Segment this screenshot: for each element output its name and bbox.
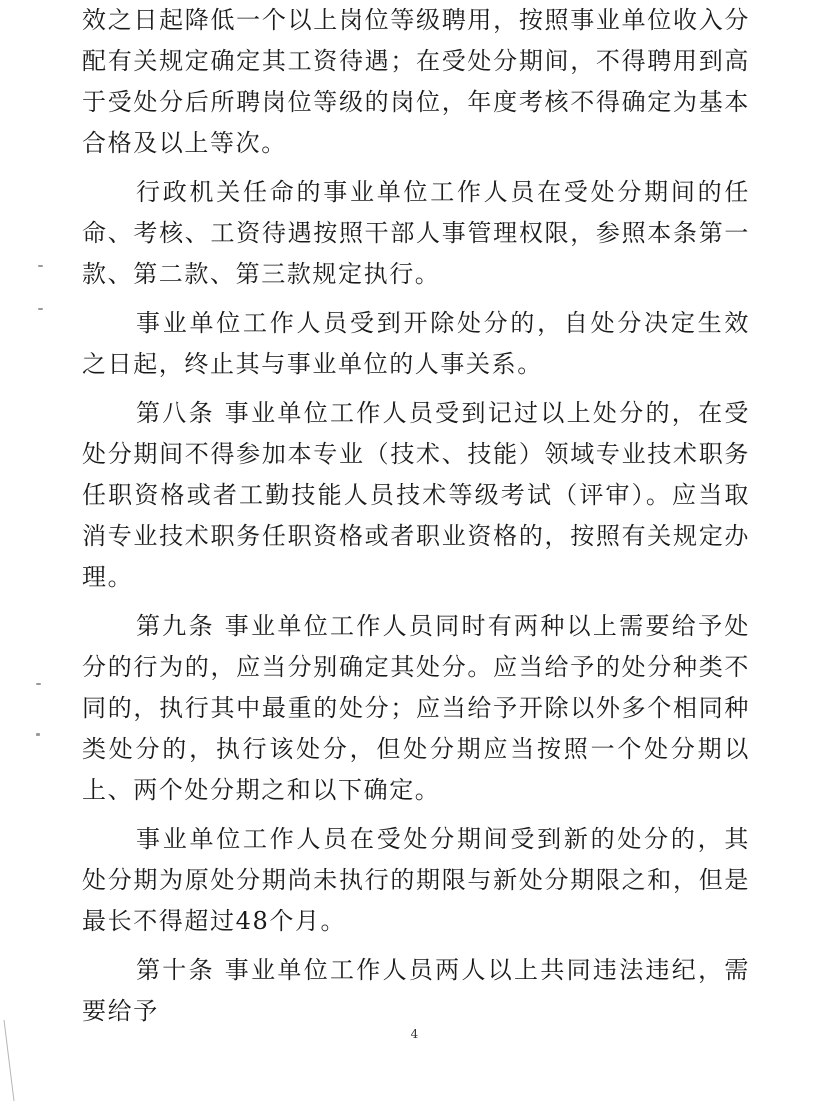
scan-speck [38, 308, 43, 310]
scan-edge-line [0, 1020, 40, 1101]
paragraph-2: 行政机关任命的事业单位工作人员在受处分期间的任命、考核、工资待遇按照干部人事管理权限，参照本条第一款、第二款、第三款规定执行。 [82, 178, 750, 288]
page-number: 4 [410, 1027, 419, 1041]
paragraph-article-9: 第九条 事业单位工作人员同时有两种以上需要给予处分的行为的，应当分别确定其处分。应当给予的处分种类不同的，执行其中最重的处分；应当给予开除以外多个相同种类处分的，执行该处分，但处分期应当按照一个处分期以上、两个处分期之和以下确定。 [82, 612, 750, 804]
scan-speck [38, 265, 43, 267]
scan-speck [36, 683, 41, 685]
scan-speck [36, 733, 40, 736]
paragraph-1: 效之日起降低一个以上岗位等级聘用，按照事业单位收入分配有关规定确定其工资待遇；在受处分期间，不得聘用到高于受处分后所聘岗位等级的岗位，年度考核不得确定为基本合格及以上等次。 [82, 6, 750, 157]
paragraph-5: 事业单位工作人员在受处分期间受到新的处分的，其处分期为原处分期尚未执行的期限与新处分期限之和，但是最长不得超过48个月。 [82, 825, 750, 935]
paragraph-article-8: 第八条 事业单位工作人员受到记过以上处分的，在受处分期间不得参加本专业（技术、技能）领域专业技术职务任职资格或者工勤技能人员技术等级考试（评审）。应当取消专业技术职务任职资格或者职业资格的，按照有关规定办理。 [82, 399, 750, 591]
paragraph-article-10: 第十条 事业单位工作人员两人以上共同违法违纪，需要给予 [82, 956, 750, 1025]
document-body [82, 0, 750, 1032]
paragraph-3: 事业单位工作人员受到开除处分的，自处分决定生效之日起，终止其与事业单位的人事关系。 [82, 309, 750, 378]
